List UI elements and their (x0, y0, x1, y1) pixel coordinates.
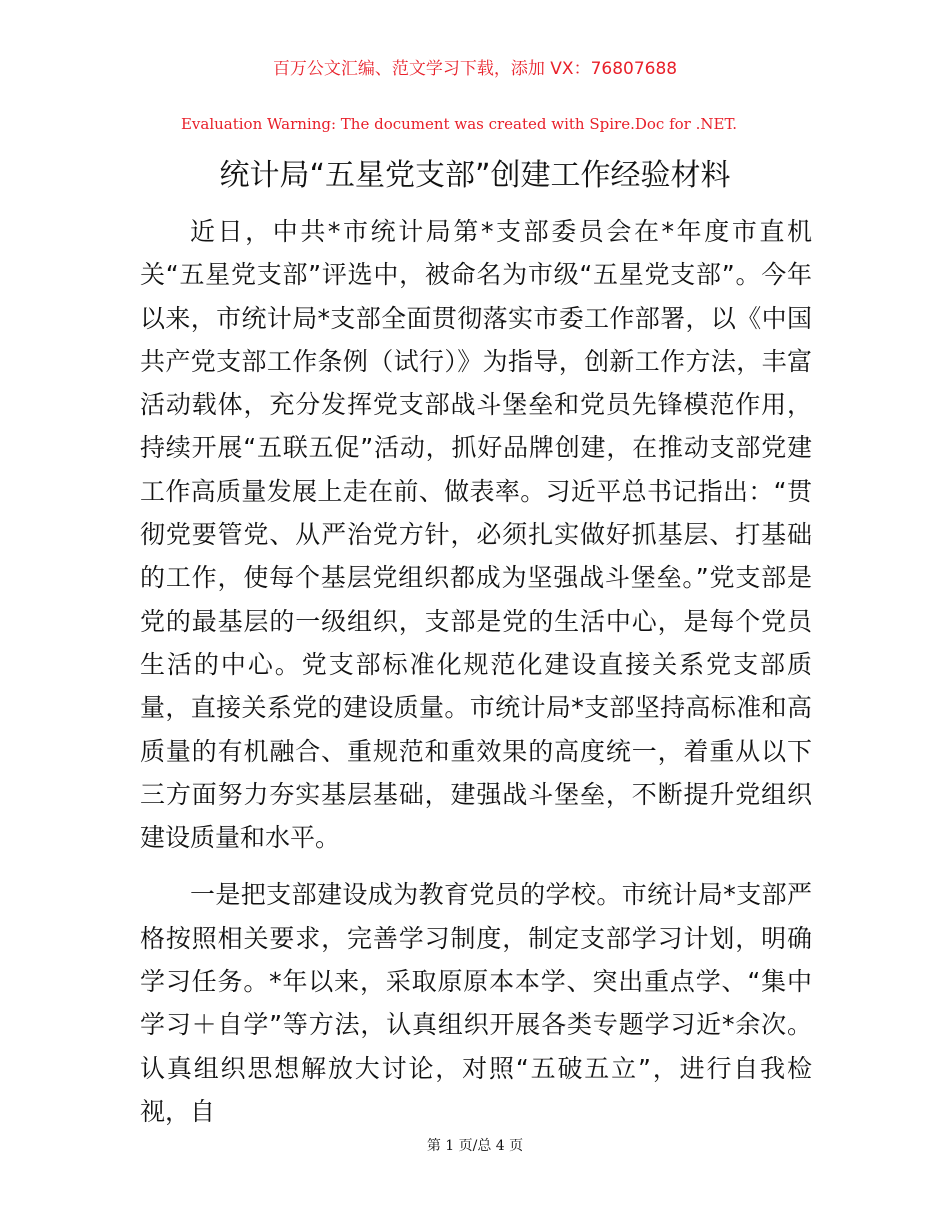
document-body (140, 210, 812, 1133)
document-title: 统计局“五星党支部”创建工作经验材料 (219, 158, 731, 193)
evaluation-warning: Evaluation Warning: The document was created with Spire.Doc for .NET. (180, 115, 738, 133)
body-paragraph: 近日，中共*市统计局第*支部委员会在*年度市直机关“五星党支部”评选中，被命名为市级“五星党支部”。今年以来，市统计局*支部全面贯彻落实市委工作部署，以《中国共产党支部工作条例（试行）》为指导，创新工作方法，丰富活动载体，充分发挥党支部战斗堡垒和党员先锋模范作用，持续开展“五联五促”活动，抓好品牌创建，在推动支部党建工作高质量发展上走在前、做表率。习近平总书记指出：“贯彻党要管党、从严治党方针，必须扎实做好抓基层、打基础的工作，使每个基层党组织都成为坚强战斗堡垒。”党支部是党的最基层的一级组织，支部是党的生活中心，是每个党员生活的中心。党支部标准化规范化建设直接关系党支部质量，直接关系党的建设质量。市统计局*支部坚持高标准和高质量的有机融合、重规范和重效果的高度统一，着重从以下三方面努力夯实基层基础，建强战斗堡垒，不断提升党组织建设质量和水平。 (140, 217, 812, 853)
header-banner: 百万公文汇编、范文学习下载，添加 VX：76807688 (272, 59, 678, 79)
body-paragraph: 一是把支部建设成为教育党员的学校。市统计局*支部严格按照相关要求，完善学习制度，制定支部学习计划，明确学习任务。*年以来，采取原原本本学、突出重点学、“集中学习＋自学”等方法，认真组织开展各类专题学习近*余次。认真组织思想解放大讨论，对照“五破五立”，进行自我检视，自 (140, 880, 812, 1126)
page-number-footer: 第 1 页/总 4 页 (426, 1138, 524, 1154)
